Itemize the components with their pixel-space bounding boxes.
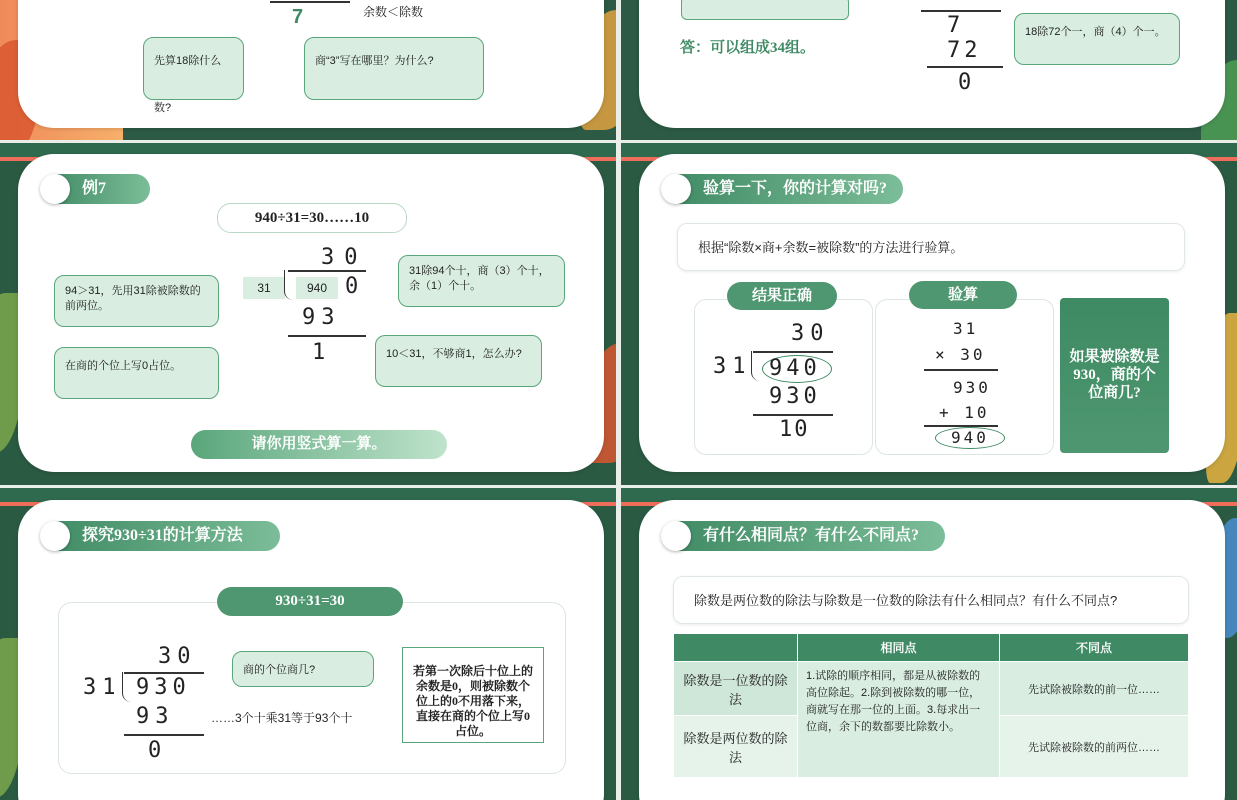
division-bracket bbox=[284, 270, 293, 300]
slide-tile-6[interactable] bbox=[621, 488, 1237, 800]
question-bubble: 先算18除什么数? bbox=[143, 37, 244, 100]
division-line bbox=[270, 1, 350, 3]
check-result: 940 bbox=[951, 428, 989, 447]
bullet-dot bbox=[40, 521, 70, 551]
digit: 7 bbox=[947, 13, 965, 38]
same-points-cell: 1.试除的顺序相同，都是从被除数的高位除起。2.除到被除数的哪一位，商就写在那一位的上面。3.每求出一位商，余下的数都要比除数小。 bbox=[798, 662, 1000, 778]
explain-bubble: 31除94个十，商（3）个十，余（1）个十。 bbox=[398, 255, 565, 307]
division-line bbox=[921, 10, 1001, 12]
divisor: 31 bbox=[713, 354, 752, 379]
slide-tile-3[interactable] bbox=[0, 143, 616, 485]
slide-title: 有什么相同点？有什么不同点? bbox=[703, 527, 920, 544]
division-line bbox=[753, 351, 833, 353]
remainder-value: 10 bbox=[779, 417, 810, 442]
quotient: 30 bbox=[321, 245, 368, 270]
check-add: + 10 bbox=[939, 403, 990, 422]
row-label: 除数是两位数的除法 bbox=[674, 716, 798, 778]
division-line bbox=[124, 734, 204, 736]
slide-tile-1[interactable] bbox=[0, 0, 616, 140]
check-product: 930 bbox=[953, 378, 991, 397]
division-bracket bbox=[751, 351, 760, 381]
remainder-value: 1 bbox=[312, 340, 330, 365]
multiply-note: ……3个十乘31等于93个十 bbox=[211, 711, 353, 725]
dividend-box: 940 bbox=[296, 277, 338, 299]
diff-cell: 先试除被除数的前一位…… bbox=[1000, 662, 1189, 716]
division-line bbox=[124, 672, 204, 674]
explain-bubble: 10＜31，不够商1，怎么办? bbox=[375, 335, 542, 387]
bullet-dot bbox=[661, 521, 691, 551]
table-row bbox=[674, 662, 1189, 716]
question-box: 除数是两位数的除法与除数是一位数的除法有什么相同点？有什么不同点? bbox=[673, 576, 1189, 624]
division-line bbox=[753, 414, 833, 416]
quotient: 30 bbox=[158, 644, 197, 669]
check-value: 31 bbox=[953, 319, 979, 338]
question-bubble: 商的个位商几? bbox=[232, 651, 374, 687]
slide-tile-5[interactable] bbox=[0, 488, 616, 800]
table-header: 相同点 bbox=[798, 634, 1000, 662]
quotient-digit: 7 bbox=[292, 6, 304, 28]
check-multiply: × 30 bbox=[935, 345, 986, 364]
slide-title: 例7 bbox=[82, 180, 107, 197]
diff-cell: 先试除被除数的前两位…… bbox=[1000, 716, 1189, 778]
subtract-value: 93 bbox=[136, 704, 175, 729]
bullet-dot bbox=[661, 174, 691, 204]
side-question: 如果被除数是930，商的个位商几? bbox=[1060, 298, 1169, 453]
slide-tile-2[interactable] bbox=[621, 0, 1237, 140]
calculate-button[interactable]: 请你用竖式算一算。 bbox=[191, 430, 447, 459]
result-label: 结果正确 bbox=[727, 282, 837, 310]
explain-bubble: 94＞31，先用31除被除数的前两位。 bbox=[54, 275, 219, 327]
question-bubble: 商“3”写在哪里？为什么? bbox=[304, 37, 484, 100]
slide-title: 验算一下，你的计算对吗? bbox=[703, 180, 888, 197]
divisor-box: 31 bbox=[243, 277, 285, 299]
remainder-value: 0 bbox=[148, 738, 166, 763]
tip-box: 若第一次除后十位上的余数是0，则被除数个位上的0不用落下来，直接在商的个位上写0占位。 bbox=[402, 647, 544, 743]
digit: 0 bbox=[958, 70, 976, 95]
explain-bubble: 18除72个一，商（4）个一。 bbox=[1014, 13, 1180, 65]
division-bracket bbox=[122, 672, 131, 702]
division-line bbox=[288, 335, 366, 337]
explain-bubble: 在商的个位上写0占位。 bbox=[54, 347, 219, 399]
subtract-value: 930 bbox=[769, 384, 821, 409]
bullet-dot bbox=[40, 174, 70, 204]
division-line bbox=[927, 66, 1003, 68]
equation-box: 940÷31=30……10 bbox=[217, 203, 407, 233]
slide-title-pill bbox=[44, 521, 280, 551]
slide-title-pill bbox=[665, 174, 903, 204]
dividend: 940 bbox=[769, 356, 821, 381]
dividend-tail: 0 bbox=[345, 274, 363, 299]
slide-title-pill bbox=[44, 174, 150, 204]
digit-pair: 72 bbox=[947, 38, 982, 63]
table-header bbox=[674, 634, 798, 662]
remainder-note: 余数＜除数 bbox=[363, 5, 424, 19]
check-line bbox=[924, 425, 998, 427]
table-header: 不同点 bbox=[1000, 634, 1189, 662]
division-line bbox=[288, 270, 366, 272]
subtract-value: 93 bbox=[302, 305, 341, 330]
instruction-box: 根据“除数×商+余数=被除数”的方法进行验算。 bbox=[677, 223, 1185, 271]
dividend: 930 bbox=[136, 675, 191, 700]
answer-text: 答：可以组成34组。 bbox=[680, 40, 816, 56]
quotient: 30 bbox=[791, 321, 830, 346]
row-label: 除数是一位数的除法 bbox=[674, 662, 798, 716]
equation-label: 930÷31=30 bbox=[217, 587, 403, 616]
check-line bbox=[924, 369, 998, 371]
answer-box bbox=[681, 0, 849, 20]
comparison-table bbox=[673, 633, 1189, 778]
divisor: 31 bbox=[83, 675, 122, 700]
slide-title: 探究930÷31的计算方法 bbox=[82, 527, 243, 544]
slide-title-pill bbox=[665, 521, 945, 551]
check-label: 验算 bbox=[909, 281, 1017, 309]
table-header-row bbox=[674, 634, 1189, 662]
slide-tile-4[interactable] bbox=[621, 143, 1237, 485]
